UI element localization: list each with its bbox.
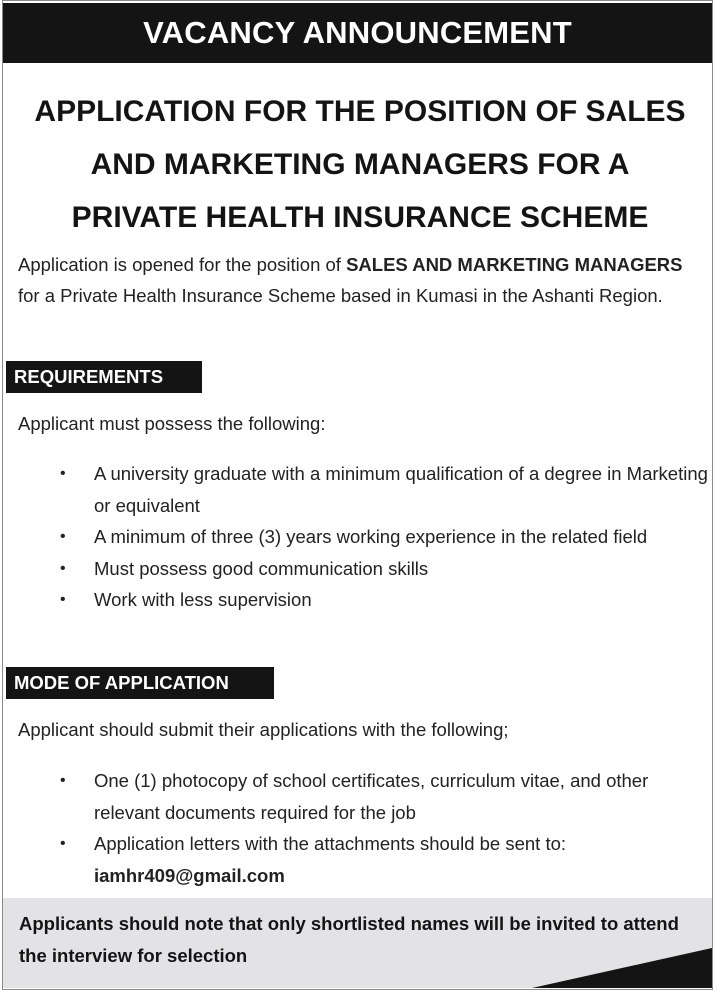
intro-paragraph (18, 250, 708, 311)
requirements-heading (6, 361, 202, 393)
list-item-text: Application letters with the attachments should be sent to: (94, 833, 567, 854)
bullet-icon: • (60, 591, 66, 608)
list-item-text: Work with less supervision (94, 589, 312, 610)
list-item (0, 584, 710, 616)
list-item (0, 521, 710, 553)
headline (0, 85, 720, 244)
corner-fold-decoration (532, 948, 712, 988)
list-item (0, 553, 710, 585)
footer-note: Applicants should note that only shortlisted names will be invited to attend the interview for selection (19, 913, 679, 966)
mode-of-application-lead: Applicant should submit their applications with the following; (18, 719, 509, 740)
bullet-icon: • (60, 772, 66, 789)
bullet-icon: • (60, 528, 66, 545)
banner-title: VACANCY ANNOUNCEMENT (143, 15, 572, 50)
intro-text-start: Application is opened for the position of (18, 254, 347, 275)
requirements-lead: Applicant must possess the following: (18, 413, 326, 434)
headline-line-1: APPLICATION FOR THE POSITION OF SALES (34, 95, 686, 128)
list-item-text: One (1) photocopy of school certificates, curriculum vitae, and other relevant documents required for the job (94, 770, 649, 823)
intro-position-name: SALES AND MARKETING MANAGERS (346, 254, 683, 275)
mode-of-application-heading-label: MODE OF APPLICATION (14, 672, 229, 693)
list-item-text: Must possess good communication skills (94, 557, 429, 579)
requirements-heading-label: REQUIREMENTS (14, 366, 164, 387)
bullet-icon: • (60, 835, 66, 852)
headline-line-3: PRIVATE HEALTH INSURANCE SCHEME (71, 201, 649, 234)
mode-of-application-list (0, 765, 710, 891)
footer-note-box (3, 898, 712, 988)
list-item-text: A minimum of three (3) years working experience in the related field (94, 526, 648, 547)
requirements-list (0, 458, 710, 616)
contact-email: iamhr409@gmail.com (94, 864, 285, 886)
list-item (0, 458, 710, 521)
list-item (0, 765, 710, 828)
list-item-text: A university graduate with a minimum qualification of a degree in Marketing or equivalent (94, 463, 708, 516)
banner (3, 3, 712, 63)
headline-line-2: AND MARKETING MANAGERS FOR A (90, 148, 630, 181)
bullet-icon: • (60, 559, 66, 577)
intro-text-end: for a Private Health Insurance Scheme based in Kumasi in the Ashanti Region. (18, 284, 663, 306)
bullet-icon: • (60, 465, 66, 482)
mode-of-application-heading (6, 667, 274, 699)
list-item (0, 828, 710, 891)
